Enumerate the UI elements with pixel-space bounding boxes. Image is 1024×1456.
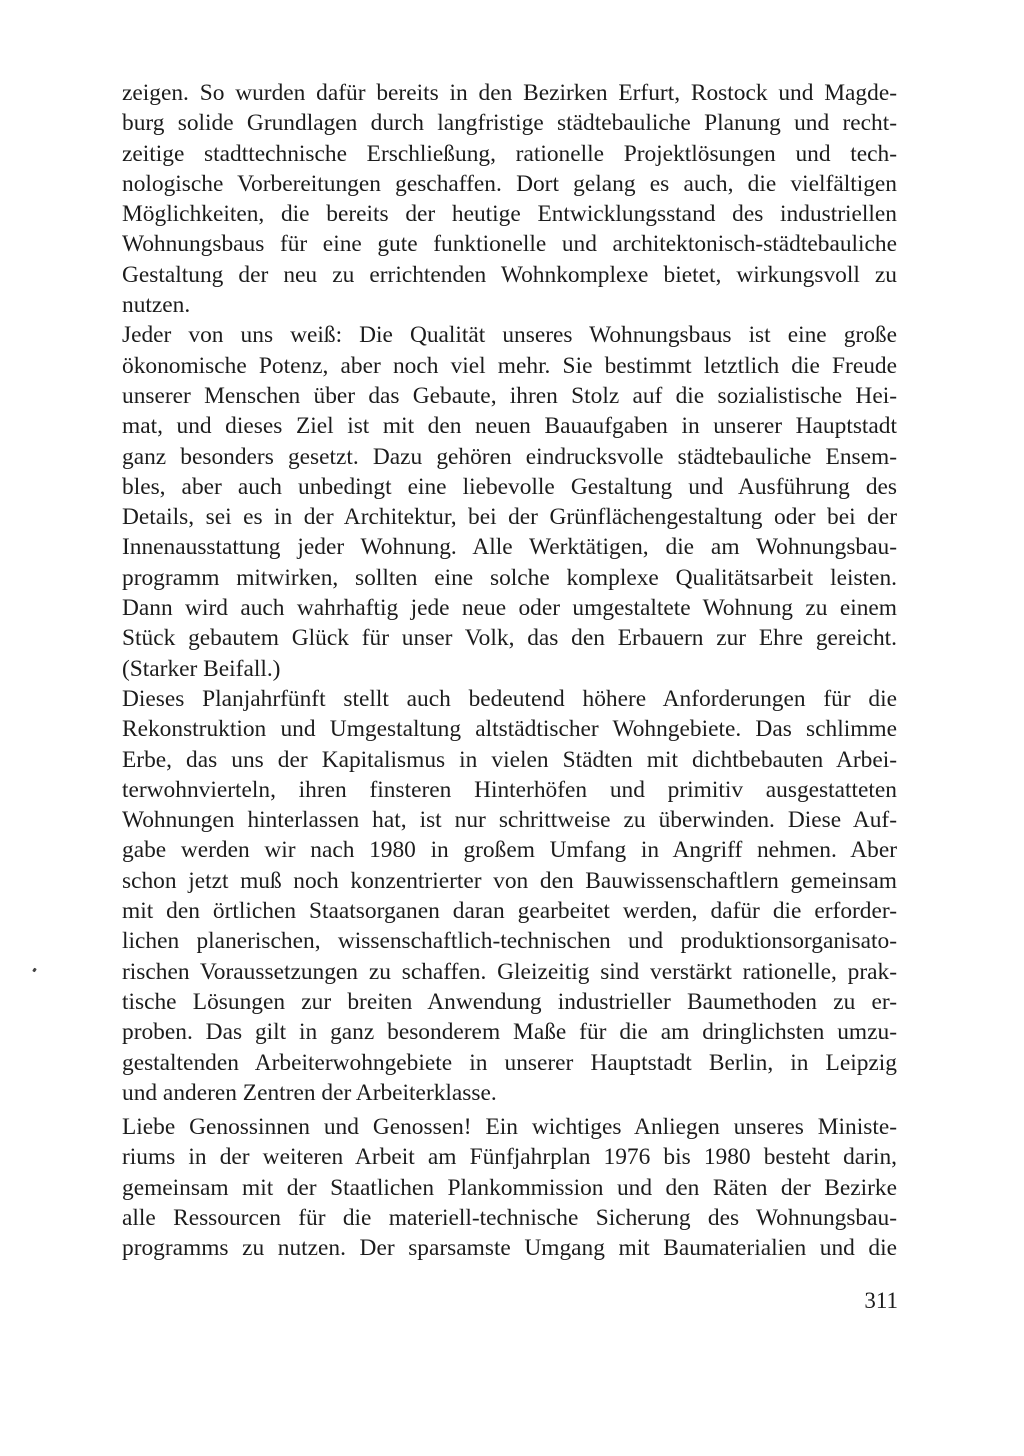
text-line: zeigen. So wurden dafür bereits in den Bezirken Erfurt, Rostock und Magde- bbox=[122, 80, 897, 106]
text-line: gestaltenden Arbeiterwohngebiete in unserer Hauptstadt Berlin, in Leipzig bbox=[122, 1049, 897, 1076]
text-line: Erbe, das uns der Kapitalismus in vielen Städten mit dichtbebauten Arbei- bbox=[122, 746, 897, 773]
page-number: 311 bbox=[864, 1288, 898, 1313]
text-line: Dieses Planjahrfünft stellt auch bedeutend höhere Anforderungen für die bbox=[122, 685, 897, 712]
body-text bbox=[122, 78, 897, 1264]
text-line: nutzen. bbox=[122, 292, 191, 319]
text-line: Stück gebautem Glück für unser Volk, das den Erbauern zur Ehre gereicht. bbox=[122, 625, 897, 652]
text-line: zeitige stadttechnische Erschließung, rationelle Projektlösungen und tech- bbox=[122, 140, 897, 167]
text-line: ökonomische Potenz, aber noch viel mehr. Sie bestimmt letztlich die Freude bbox=[122, 352, 897, 379]
text-line: lichen planerischen, wissenschaftlich-technischen und produktionsorganisato- bbox=[122, 928, 897, 955]
text-line: programm mitwirken, sollten eine solche komplexe Qualitätsarbeit leisten. bbox=[122, 564, 897, 591]
text-line: mat, und dieses Ziel ist mit den neuen Bauaufgaben in unserer Hauptstadt bbox=[122, 413, 897, 440]
text-line: Rekonstruktion und Umgestaltung altstädtischer Wohngebiete. Das schlimme bbox=[122, 716, 897, 743]
paragraph bbox=[122, 320, 897, 684]
text-line: Details, sei es in der Architektur, bei der Grünflächengestaltung oder bei der bbox=[122, 504, 897, 531]
text-line: nologische Vorbereitungen geschaffen. Dort gelang es auch, die vielfältigen bbox=[122, 170, 897, 197]
text-line: bles, aber auch unbedingt eine liebevolle Gestaltung und Ausführung des bbox=[122, 473, 897, 500]
text-line: proben. Das gilt in ganz besonderem Maße für die am dringlichsten umzu- bbox=[122, 1019, 897, 1046]
text-line: Wohnungsbaus für eine gute funktionelle und architektonisch-städtebauliche bbox=[122, 231, 897, 258]
text-line: Dann wird auch wahrhaftig jede neue oder umgestaltete Wohnung zu einem bbox=[122, 595, 897, 622]
text-line: burg solide Grundlagen durch langfristige städtebauliche Planung und recht- bbox=[122, 110, 897, 137]
text-line: gabe werden wir nach 1980 in großem Umfang in Angriff nehmen. Aber bbox=[122, 837, 897, 864]
text-line: Innenausstattung jeder Wohnung. Alle Werktätigen, die am Wohnungsbau- bbox=[122, 534, 897, 561]
paragraph bbox=[122, 684, 897, 1108]
text-line: unserer Menschen über das Gebaute, ihren Stolz auf die sozialistische Hei- bbox=[122, 382, 897, 409]
text-line: riums in der weiteren Arbeit am Fünfjahrplan 1976 bis 1980 besteht darin, bbox=[122, 1144, 897, 1171]
paragraph bbox=[122, 1112, 897, 1263]
text-line: und anderen Zentren der Arbeiterklasse. bbox=[122, 1079, 497, 1106]
paragraph bbox=[122, 78, 897, 320]
text-line: programms zu nutzen. Der sparsamste Umgang mit Baumaterialien und die bbox=[122, 1235, 897, 1262]
text-line: (Starker Beifall.) bbox=[122, 655, 281, 682]
text-line: schon jetzt muß noch konzentrierter von den Bauwissenschaftlern gemeinsam bbox=[122, 867, 897, 894]
text-line: Wohnungen hinterlassen hat, ist nur schrittweise zu überwinden. Diese Auf- bbox=[122, 807, 897, 834]
text-line: Möglichkeiten, die bereits der heutige Entwicklungsstand des industriellen bbox=[122, 201, 897, 228]
text-line: alle Ressourcen für die materiell-technische Sicherung des Wohnungsbau- bbox=[122, 1204, 897, 1231]
text-line: mit den örtlichen Staatsorganen daran gearbeitet werden, dafür die erforder- bbox=[122, 898, 897, 925]
text-line: Liebe Genossinnen und Genossen! Ein wichtiges Anliegen unseres Ministe- bbox=[122, 1114, 897, 1141]
text-line: terwohnvierteln, ihren finsteren Hinterhöfen und primitiv ausgestatteten bbox=[122, 776, 897, 803]
text-line: Jeder von uns weiß: Die Qualität unseres Wohnungsbaus ist eine große bbox=[122, 322, 897, 349]
stray-ink-mark bbox=[32, 968, 37, 973]
text-line: ganz besonders gesetzt. Dazu gehören eindrucksvolle städtebauliche Ensem- bbox=[122, 443, 897, 470]
text-line: tische Lösungen zur breiten Anwendung industrieller Baumethoden zu er- bbox=[122, 988, 897, 1015]
text-line: gemeinsam mit der Staatlichen Plankommission und den Räten der Bezirke bbox=[122, 1174, 897, 1201]
text-line: Gestaltung der neu zu errichtenden Wohnkomplexe bietet, wirkungsvoll zu bbox=[122, 261, 897, 288]
text-line: rischen Voraussetzungen zu schaffen. Gleizeitig sind verstärkt rationelle, prak- bbox=[122, 958, 897, 985]
